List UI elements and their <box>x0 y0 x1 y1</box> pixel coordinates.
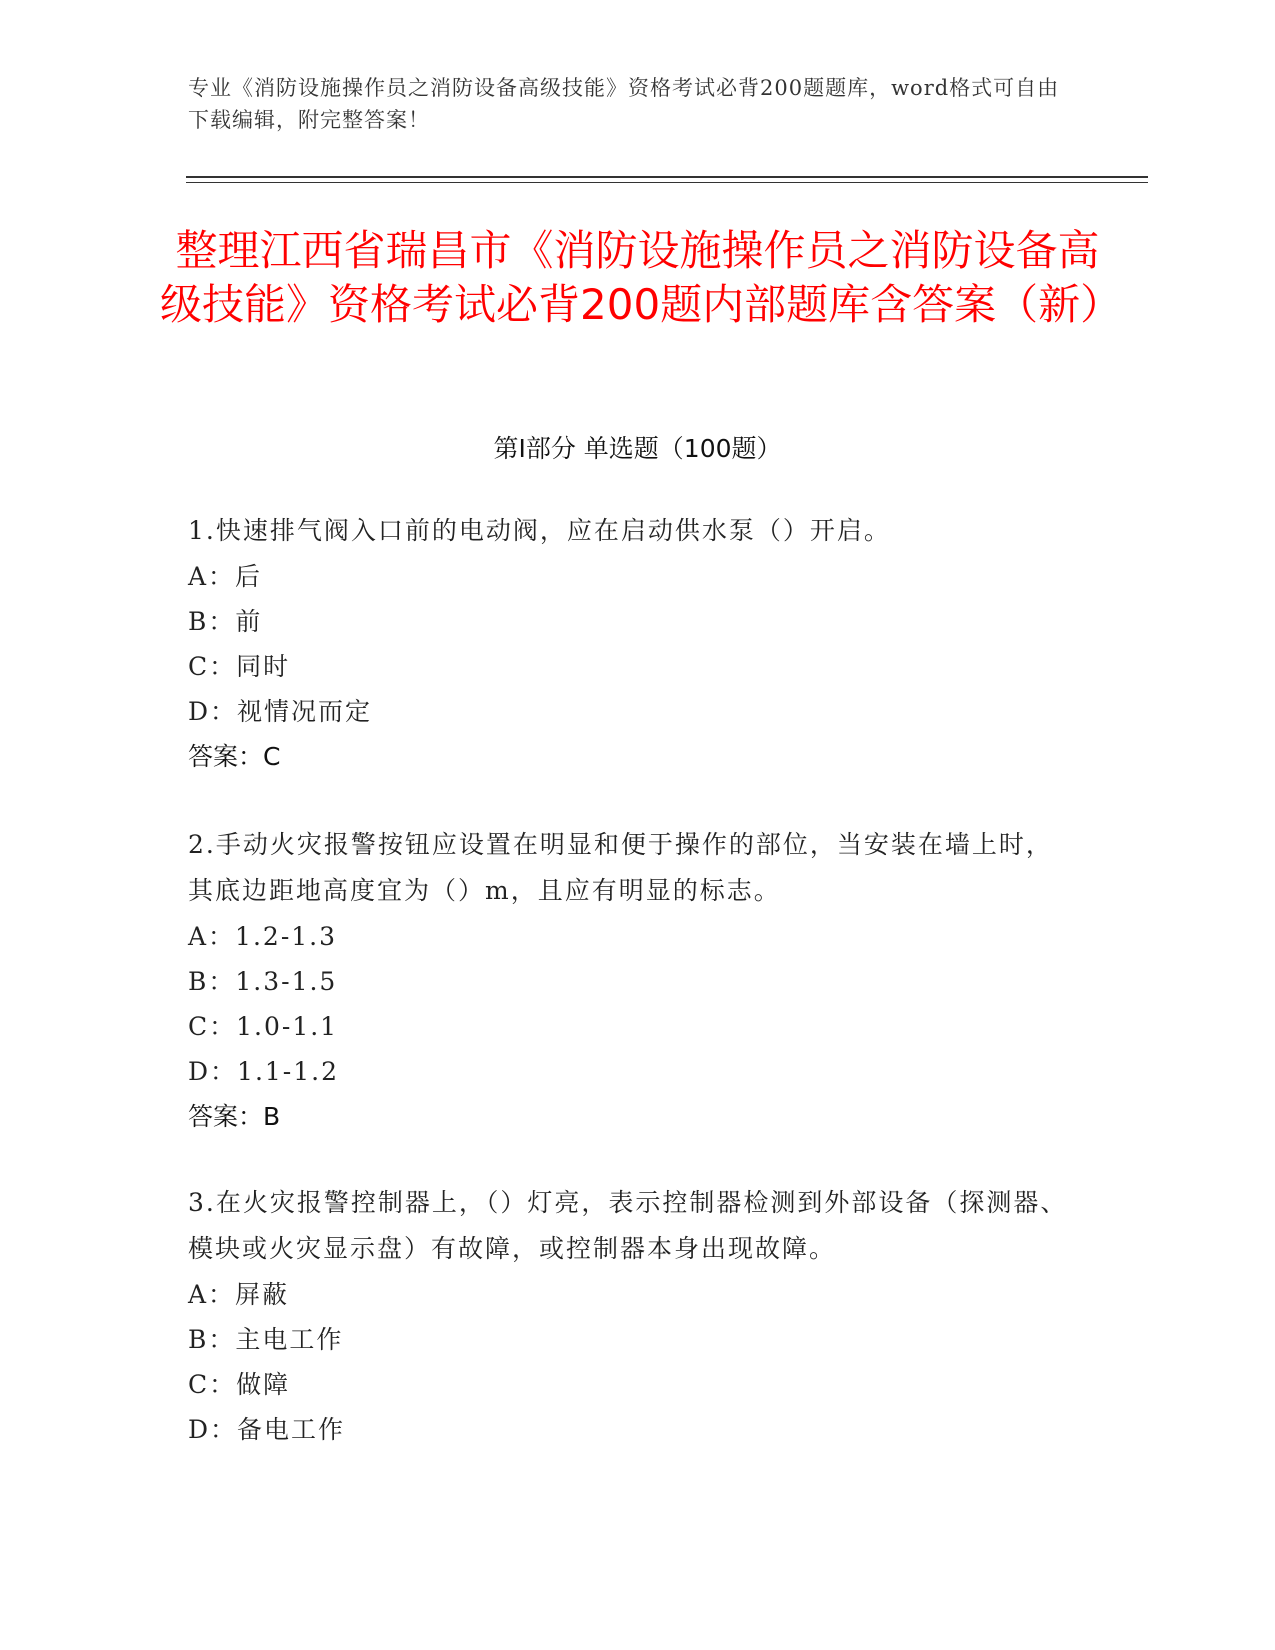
question-2 <box>188 822 1068 1140</box>
question-text: 1.快速排气阀入口前的电动阀，应在启动供水泵（）开启。 <box>188 516 891 545</box>
option-a: A：1.2-1.3 <box>188 922 338 951</box>
question-1 <box>188 508 1068 780</box>
header-note: 专业《消防设施操作员之消防设备高级技能》资格考试必背200题题库，word格式可自由下载编辑，附完整答案！ <box>188 76 1060 132</box>
question-text: 2.手动火灾报警按钮应设置在明显和便于操作的部位，当安装在墙上时，其底边距地高度宜为（）m，且应有明显的标志。 <box>188 830 1053 905</box>
option-d: D：备电工作 <box>188 1415 346 1444</box>
option-b: B：1.3-1.5 <box>188 967 338 996</box>
option-b: B：主电工作 <box>188 1325 344 1354</box>
document-title: 整理江西省瑞昌市《消防设施操作员之消防设备高级技能》资格考试必背200题内部题库含答案（新） <box>160 226 1123 329</box>
option-a: A：屏蔽 <box>188 1280 290 1309</box>
option-c: C：1.0-1.1 <box>188 1012 339 1041</box>
option-c: C：做障 <box>188 1370 291 1399</box>
section-title: 第Ⅰ部分 单选题（100题） <box>493 434 782 463</box>
answer: 答案：C <box>188 742 281 771</box>
question-3 <box>188 1180 1068 1452</box>
option-d: D：视情况而定 <box>188 697 373 726</box>
header-divider-thin <box>186 182 1148 183</box>
option-a: A：后 <box>188 562 263 591</box>
option-c: C：同时 <box>188 652 291 681</box>
header-divider-thick <box>186 176 1148 178</box>
option-b: B：前 <box>188 607 263 636</box>
option-d: D：1.1-1.2 <box>188 1057 340 1086</box>
question-text: 3.在火灾报警控制器上，（）灯亮，表示控制器检测到外部设备（探测器、模块或火灾显示盘）有故障，或控制器本身出现故障。 <box>188 1188 1068 1263</box>
answer: 答案：B <box>188 1102 281 1131</box>
